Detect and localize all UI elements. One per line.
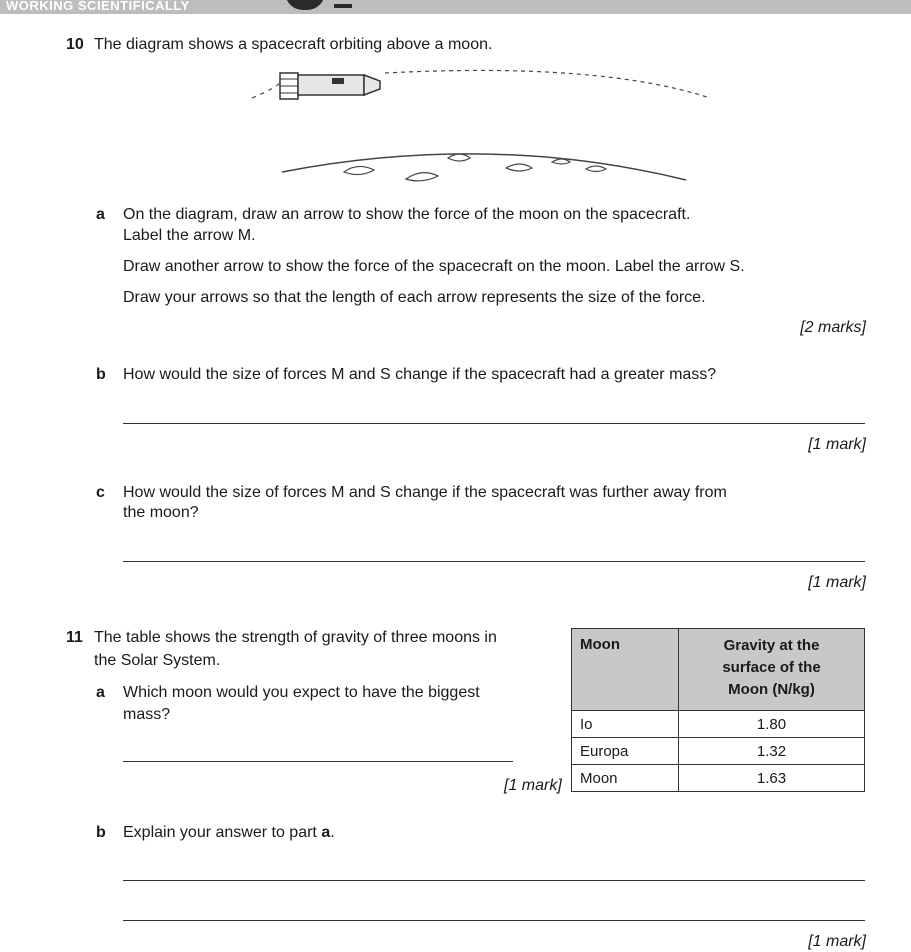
table-row: [572, 738, 865, 765]
gravity-table: [571, 628, 865, 792]
q11-stem-line2: the Solar System.: [94, 652, 221, 669]
q11-number: 11: [66, 629, 83, 646]
q10a-line1: On the diagram, draw an arrow to show the force of the moon on the spacecraft.: [123, 206, 691, 223]
gravity-value-cell: 1.63: [679, 765, 865, 792]
col-header-gravity-line2: surface of the: [722, 659, 821, 676]
q10b-marks: [1 mark]: [808, 436, 866, 453]
q11b-letter: b: [96, 824, 106, 841]
orbit-diagram[interactable]: [240, 62, 710, 192]
table-row: [572, 711, 865, 738]
q10-number: 10: [66, 36, 84, 53]
q10a-line3: Draw another arrow to show the force of the spacecraft on the moon. Label the arrow S.: [123, 258, 745, 275]
q10a-line4: Draw your arrows so that the length of each arrow represents the size of the force.: [123, 289, 706, 306]
moon-surface: [282, 154, 686, 180]
moon-name-cell: Io: [572, 711, 679, 738]
spacecraft-icon: [280, 73, 380, 99]
q10c-answer-line[interactable]: [123, 561, 865, 562]
gravity-value-cell: 1.80: [679, 711, 865, 738]
q10c-marks: [1 mark]: [808, 574, 866, 591]
moon-name-cell: Moon: [572, 765, 679, 792]
q10a-marks: [2 marks]: [800, 319, 866, 336]
q10-stem: The diagram shows a spacecraft orbiting above a moon.: [94, 36, 493, 53]
q11a-marks: [1 mark]: [504, 777, 562, 794]
q11b-text-after: .: [330, 824, 335, 841]
orbit-path: [252, 80, 281, 98]
banner-graphic: [285, 0, 325, 10]
orbit-path-right: [385, 70, 710, 98]
q11b-text-bold: a: [321, 824, 331, 841]
col-header-gravity-line1: Gravity at the: [723, 637, 820, 654]
banner-graphic-bar: [334, 4, 352, 8]
q10b-letter: b: [96, 366, 106, 383]
q11b-answer-line-1[interactable]: [123, 880, 865, 881]
q11b-text-before: Explain your answer to part: [123, 824, 322, 841]
banner-text: WORKING SCIENTIFICALLY: [6, 0, 190, 13]
q11a-letter: a: [96, 684, 105, 701]
q10c-line2: the moon?: [123, 504, 199, 521]
q11a-answer-line[interactable]: [123, 761, 513, 762]
q10c-letter: c: [96, 484, 105, 501]
gravity-value-cell: 1.32: [679, 738, 865, 765]
table-row: [572, 765, 865, 792]
q10c-line1: How would the size of forces M and S change if the spacecraft was further away from: [123, 484, 727, 501]
q11a-line1: Which moon would you expect to have the biggest: [123, 684, 480, 701]
table-header-row: [572, 629, 865, 711]
q11b-answer-line-2[interactable]: [123, 920, 865, 921]
q10a-letter: a: [96, 206, 105, 223]
q11b-marks: [1 mark]: [808, 933, 866, 950]
col-header-moon: Moon: [572, 629, 679, 711]
q10a-line2: Label the arrow M.: [123, 227, 256, 244]
section-banner: [0, 0, 911, 14]
q10b-answer-line[interactable]: [123, 423, 865, 424]
col-header-gravity-line3: Moon (N/kg): [728, 681, 815, 698]
col-header-gravity: [679, 629, 865, 711]
moon-name-cell: Europa: [572, 738, 679, 765]
q11a-line2: mass?: [123, 706, 171, 723]
q10b-text: How would the size of forces M and S change if the spacecraft had a greater mass?: [123, 366, 717, 383]
q11-stem-line1: The table shows the strength of gravity of three moons in: [94, 629, 497, 646]
q11b-text: [123, 823, 335, 843]
